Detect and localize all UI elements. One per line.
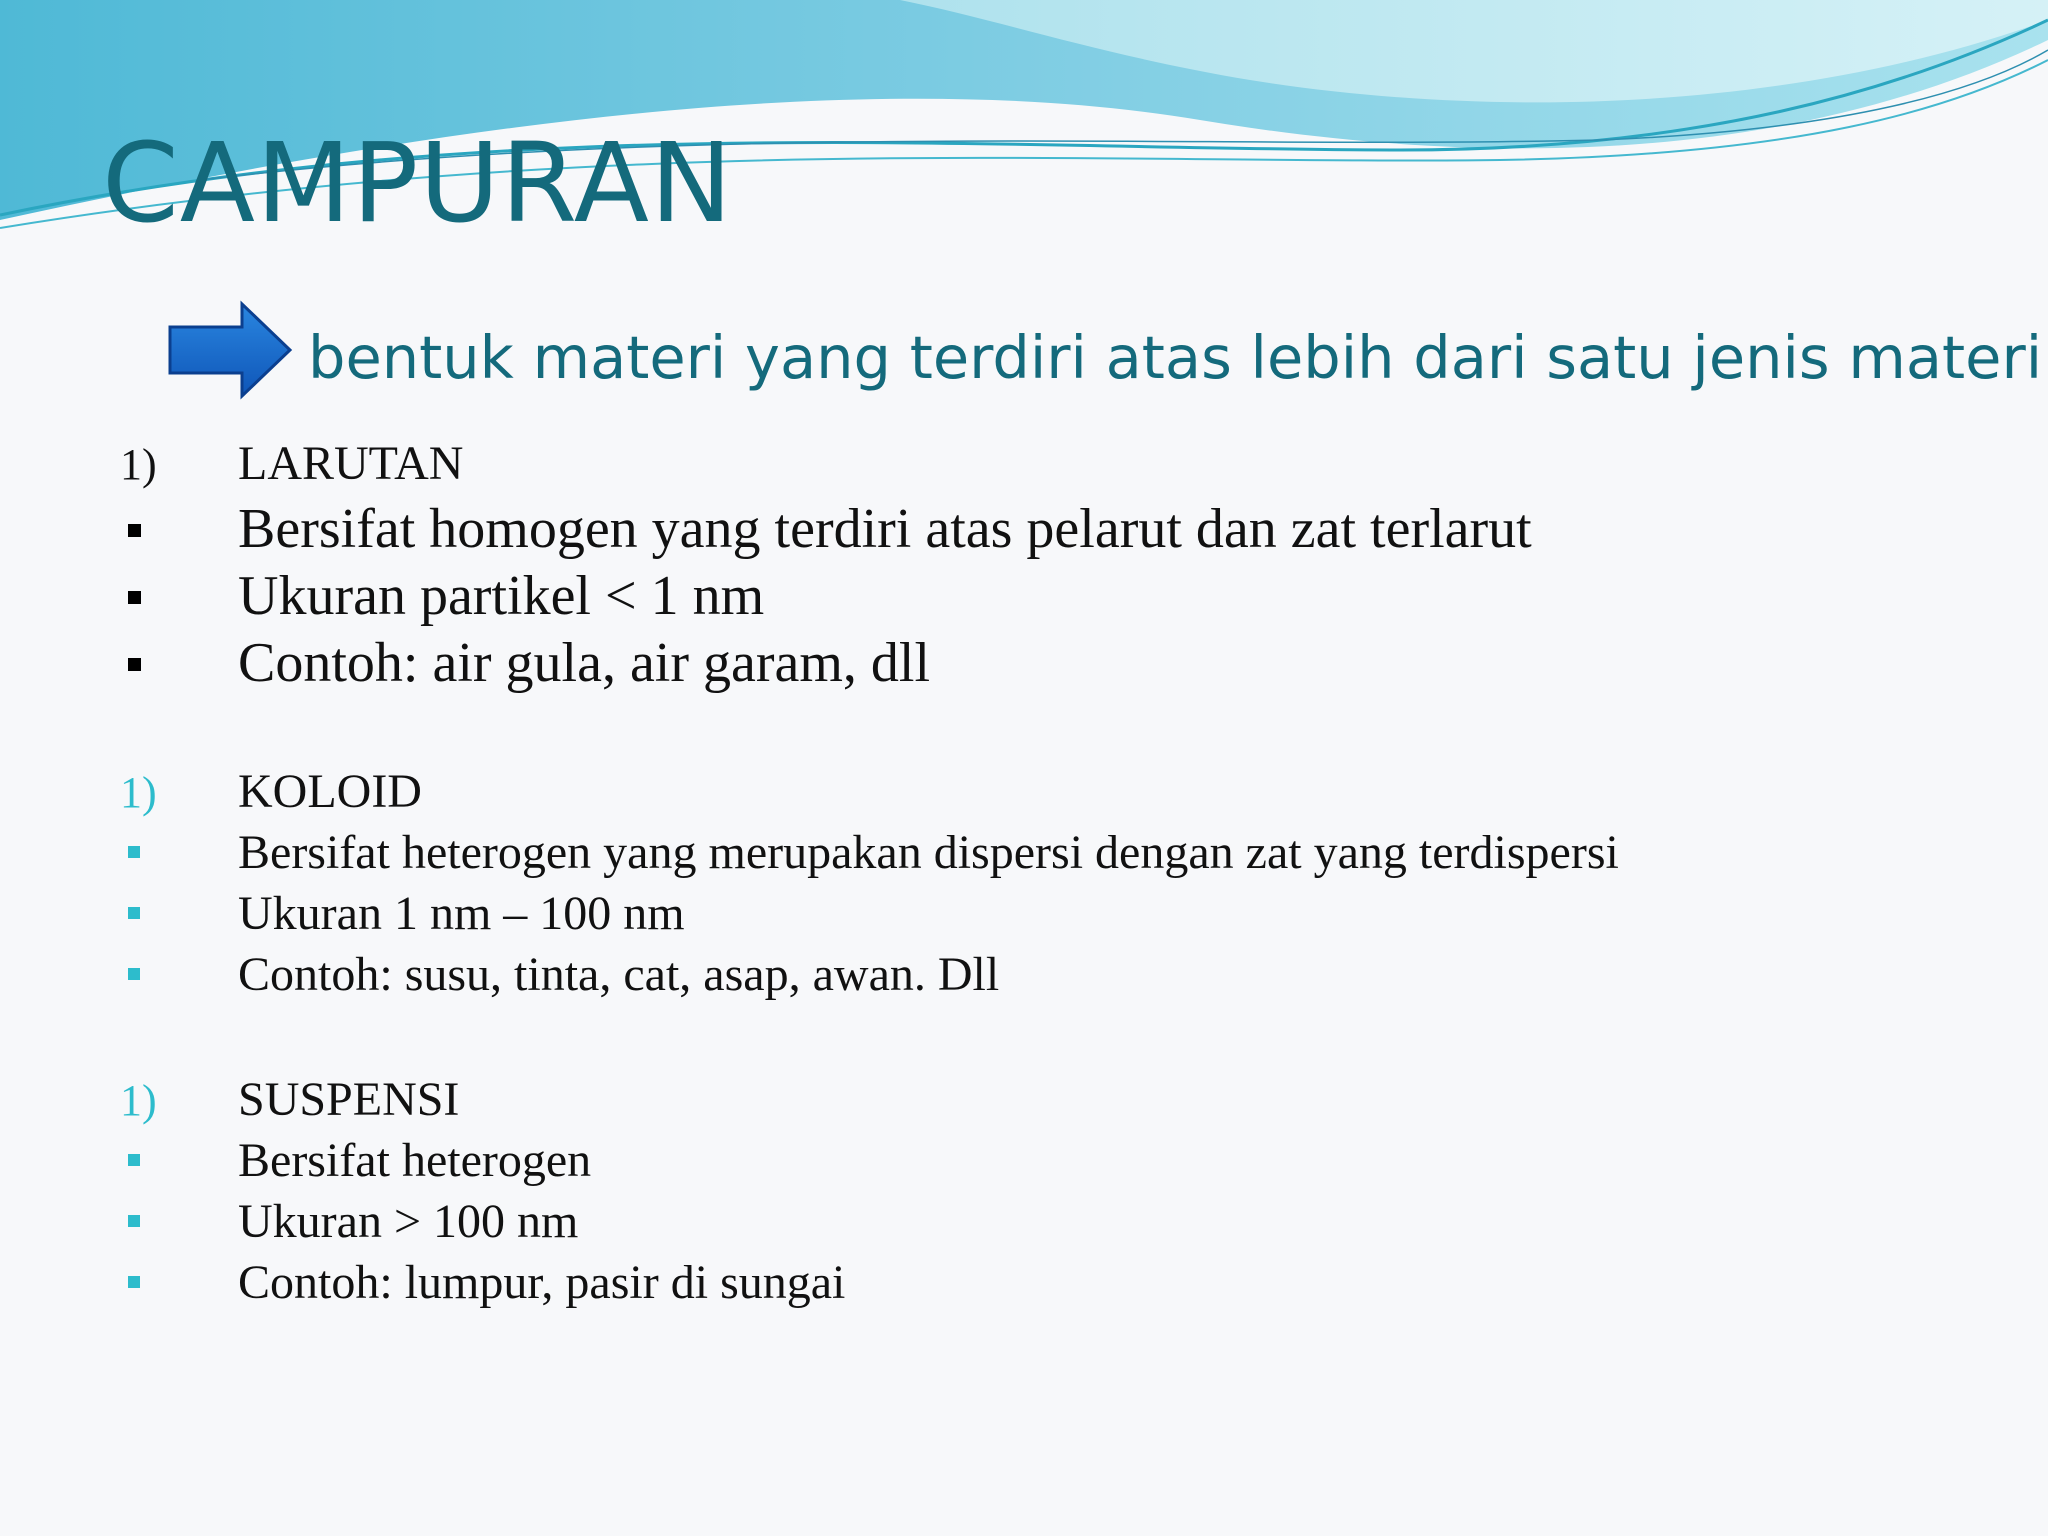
right-arrow-icon	[166, 300, 294, 400]
section-number: 1)	[120, 768, 157, 817]
list-item: Contoh: air gula, air garam, dll	[238, 632, 931, 694]
list-item: Bersifat heterogen yang merupakan dispersi dengan zat yang terdispersi	[238, 826, 1619, 879]
bullet-icon	[128, 1215, 140, 1227]
bullet-icon	[128, 591, 141, 604]
section-heading: LARUTAN	[238, 437, 464, 490]
section-number: 1)	[120, 1076, 157, 1125]
bullet-icon	[128, 1154, 140, 1166]
list-item: Contoh: lumpur, pasir di sungai	[238, 1256, 846, 1309]
section-heading: SUSPENSI	[238, 1073, 460, 1126]
section-heading: KOLOID	[238, 765, 422, 818]
list-item: Ukuran 1 nm – 100 nm	[238, 887, 685, 940]
section-number: 1)	[120, 440, 157, 489]
list-item: Ukuran partikel < 1 nm	[238, 565, 765, 627]
list-item: Bersifat homogen yang terdiri atas pelarut dan zat terlarut	[238, 498, 1532, 560]
slide-title: CAMPURAN	[102, 119, 734, 247]
bullet-icon	[128, 907, 140, 919]
bullet-icon	[128, 1276, 140, 1288]
bullet-icon	[128, 524, 141, 537]
definition-text: bentuk materi yang terdiri atas lebih dari satu jenis materi	[308, 323, 2043, 392]
list-item: Bersifat heterogen	[238, 1134, 592, 1187]
list-item: Ukuran > 100 nm	[238, 1195, 579, 1248]
bullet-icon	[128, 846, 140, 858]
bullet-icon	[128, 658, 141, 671]
bullet-icon	[128, 968, 140, 980]
list-item: Contoh: susu, tinta, cat, asap, awan. Dll	[238, 948, 1000, 1001]
